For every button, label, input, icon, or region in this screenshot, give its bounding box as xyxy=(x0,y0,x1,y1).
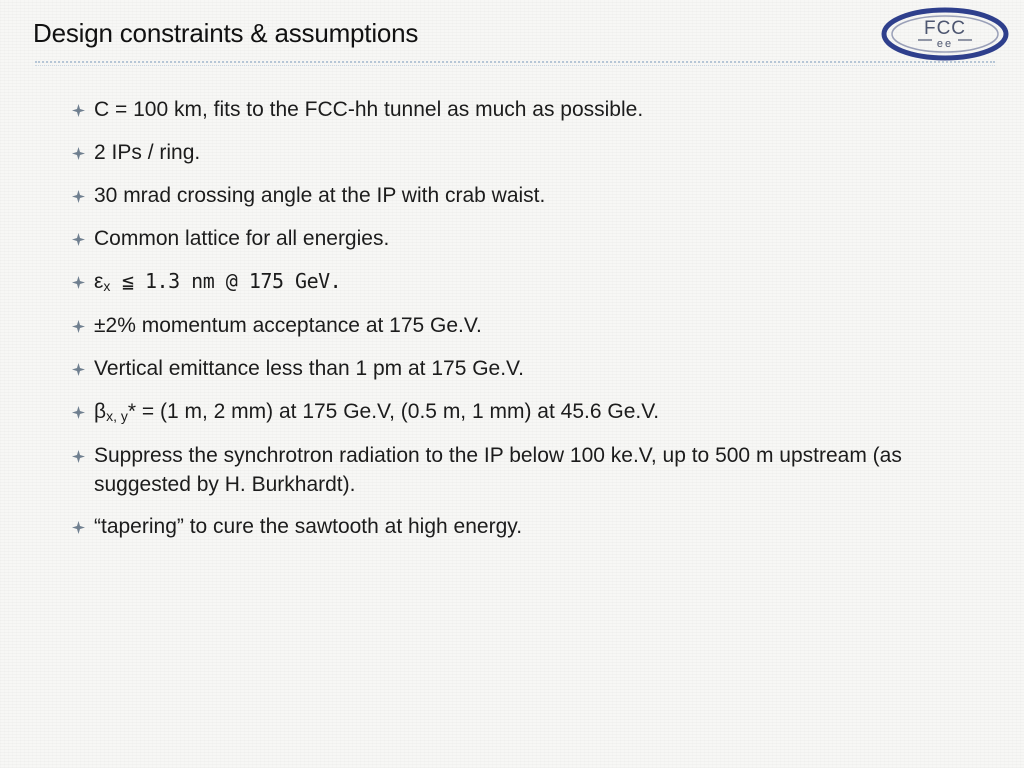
bullet-text: Common lattice for all energies. xyxy=(94,227,390,250)
bullet-item xyxy=(72,512,972,541)
cross-bullet-icon xyxy=(72,363,85,376)
beta-symbol: β xyxy=(94,400,107,423)
bullet-item xyxy=(72,441,972,499)
cross-bullet-icon xyxy=(72,320,85,333)
logo-fcc-text: FCC xyxy=(923,18,967,39)
cross-bullet-icon xyxy=(72,276,85,289)
slide-title: Design constraints & assumptions xyxy=(33,18,419,48)
bullet-item xyxy=(72,311,972,340)
beta-value: * = (1 m, 2 mm) at 175 Ge.V, (0.5 m, 1 mm) at 45.6 Ge.V. xyxy=(127,400,660,423)
cross-bullet-icon xyxy=(72,450,85,463)
bullet-text: C = 100 km, fits to the FCC-hh tunnel as much as possible. xyxy=(94,98,644,121)
cross-bullet-icon xyxy=(72,521,85,534)
bullet-item xyxy=(72,181,972,210)
bullet-item xyxy=(72,138,972,167)
bullet-item xyxy=(72,397,972,431)
bullet-text-beta xyxy=(72,397,972,431)
bullet-text: “tapering” to cure the sawtooth at high energy. xyxy=(94,515,523,538)
cross-bullet-icon xyxy=(72,104,85,117)
bullet-text: Suppress the synchrotron radiation to the IP below 100 ke.V, up to 500 m upstream (as suggested by H. Burkhardt). xyxy=(94,444,902,496)
logo-ee-text: ee xyxy=(936,38,954,50)
bullet-item xyxy=(72,224,972,253)
cross-bullet-icon xyxy=(72,147,85,160)
bullet-item xyxy=(72,95,972,124)
cross-bullet-icon xyxy=(72,233,85,246)
bullet-item xyxy=(72,354,972,383)
bullet-text: 30 mrad crossing angle at the IP with crab waist. xyxy=(94,184,546,207)
emittance-value: ≦ 1.3 nm @ 175 GeV. xyxy=(110,269,342,293)
bullet-text: 2 IPs / ring. xyxy=(94,141,201,164)
emittance-symbol: ε xyxy=(94,270,104,293)
bullet-text-emittance xyxy=(72,267,972,301)
beta-subscript: x, y xyxy=(106,408,128,424)
cross-bullet-icon xyxy=(72,190,85,203)
emittance-subscript: x xyxy=(103,278,111,294)
bullet-item xyxy=(72,267,972,301)
cross-bullet-icon xyxy=(72,406,85,419)
bullet-text: Vertical emittance less than 1 pm at 175 Ge.V. xyxy=(94,357,524,380)
bullet-text: ±2% momentum acceptance at 175 Ge.V. xyxy=(94,314,482,337)
